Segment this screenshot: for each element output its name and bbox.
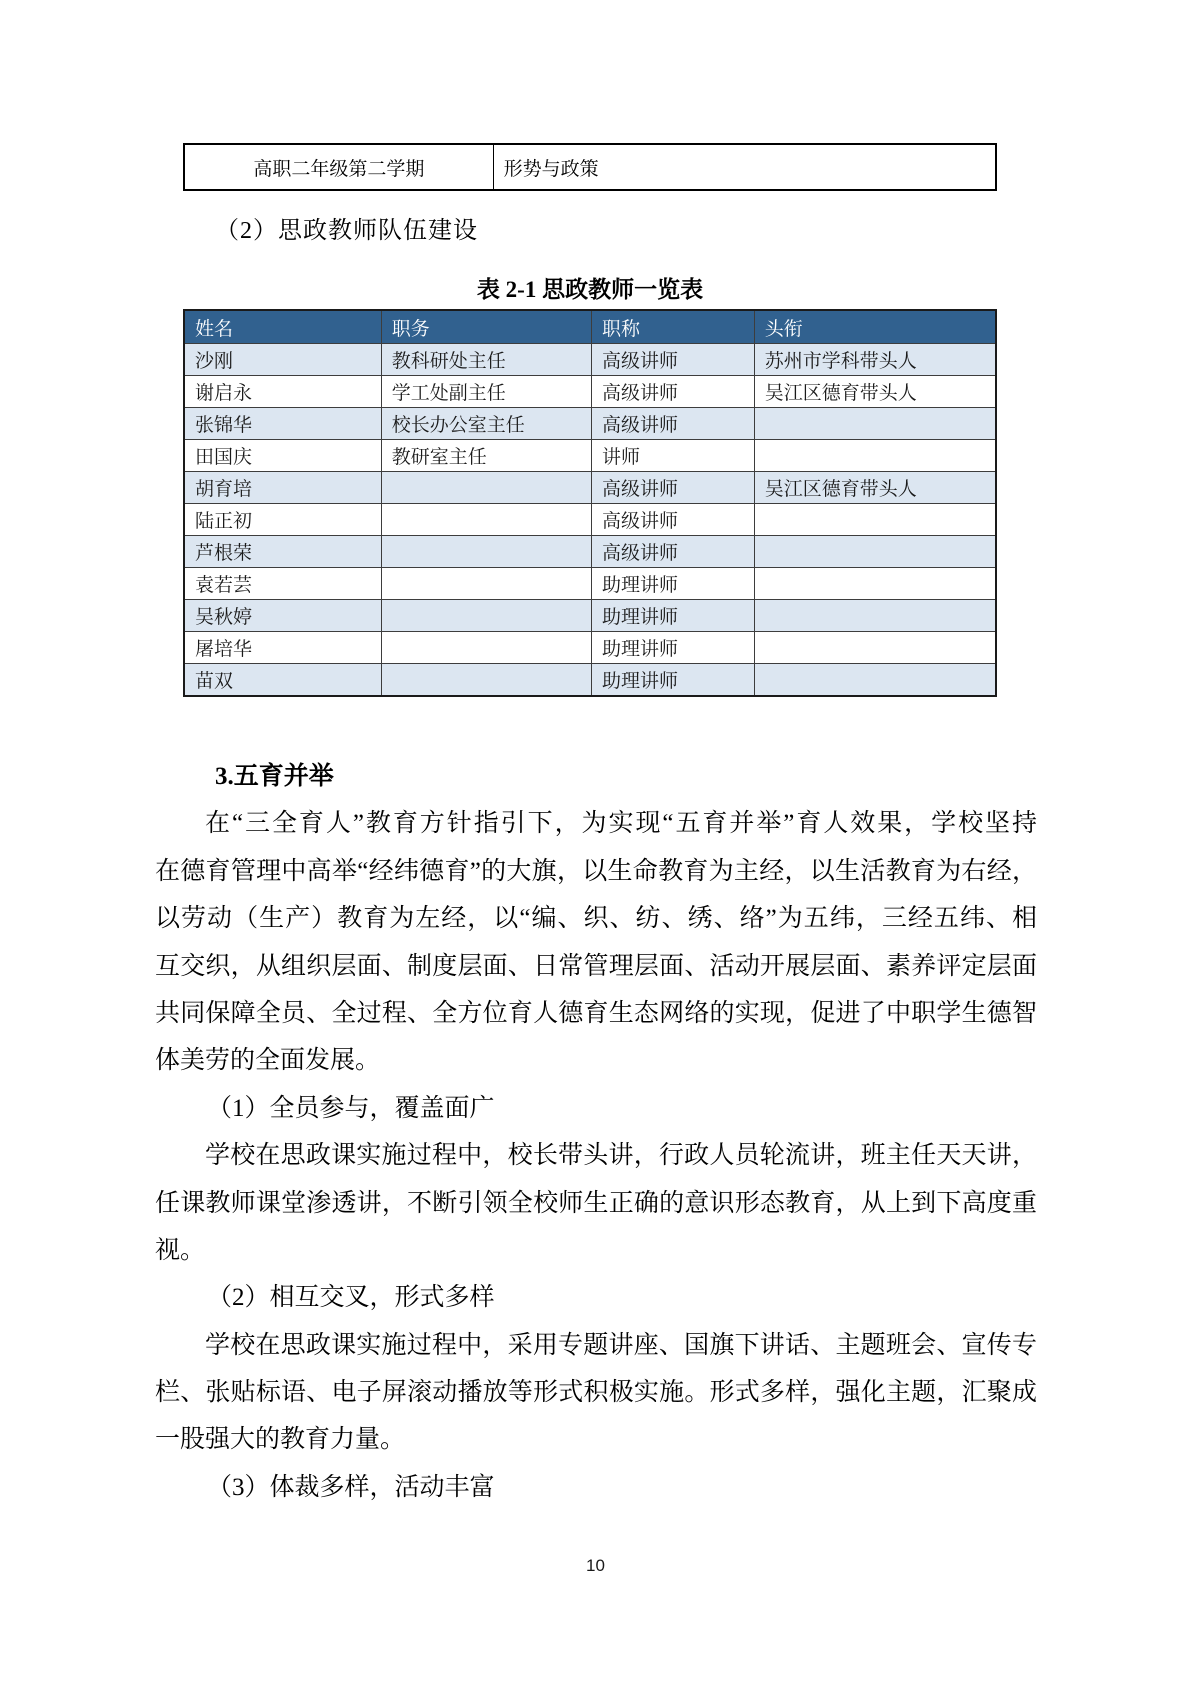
text-line: （2）相互交叉，形式多样 <box>207 1284 495 1312</box>
table-cell <box>754 600 996 632</box>
table-cell: 吴秋婷 <box>184 600 381 632</box>
table-cell <box>381 632 591 664</box>
text-line: 任课教师课堂渗透讲，不断引领全校师生正确的意识形态教育，从上到下高度重 <box>155 1189 1037 1217</box>
table-cell: 苗双 <box>184 664 381 697</box>
table-cell <box>754 536 996 568</box>
teacher-table <box>183 309 997 697</box>
table-row <box>184 440 996 472</box>
text-line: 栏、张贴标语、电子屏滚动播放等形式积极实施。形式多样，强化主题，汇聚成 <box>155 1379 1037 1407</box>
table-cell: 讲师 <box>592 440 755 472</box>
table-cell <box>381 536 591 568</box>
text-line: 互交织，从组织层面、制度层面、日常管理层面、活动开展层面、素养评定层面 <box>155 952 1037 980</box>
text-line: 学校在思政课实施过程中，采用专题讲座、国旗下讲话、主题班会、宣传专 <box>205 1331 1037 1359</box>
subsection-heading: （2）思政教师队伍建设 <box>215 218 478 244</box>
table-cell: 助理讲师 <box>592 568 755 600</box>
table-row <box>184 408 996 440</box>
column-header-rank: 职称 <box>592 310 755 344</box>
table-row <box>184 472 996 504</box>
table-cell: 高级讲师 <box>592 408 755 440</box>
table-cell: 屠培华 <box>184 632 381 664</box>
table-cell-semester: 高职二年级第二学期 <box>184 144 493 190</box>
table-cell <box>754 568 996 600</box>
table-row <box>184 376 996 408</box>
text-line: 体美劳的全面发展。 <box>155 1047 381 1075</box>
table-cell <box>381 600 591 632</box>
table-cell: 教科研处主任 <box>381 344 591 376</box>
table-header-row <box>184 310 996 344</box>
table-row <box>184 504 996 536</box>
table-row <box>184 568 996 600</box>
table-row <box>184 600 996 632</box>
table-cell: 助理讲师 <box>592 664 755 697</box>
table-cell: 芦根荣 <box>184 536 381 568</box>
table-cell: 吴江区德育带头人 <box>754 376 996 408</box>
table-cell <box>754 632 996 664</box>
table-cell: 教研室主任 <box>381 440 591 472</box>
table-cell <box>381 568 591 600</box>
table-row <box>184 536 996 568</box>
table-row <box>184 344 996 376</box>
body-text <box>155 753 1037 1511</box>
table-cell: 袁若芸 <box>184 568 381 600</box>
table-cell: 田国庆 <box>184 440 381 472</box>
table-cell <box>381 504 591 536</box>
table-cell: 高级讲师 <box>592 536 755 568</box>
table-cell <box>754 440 996 472</box>
table-cell <box>381 664 591 697</box>
table-caption: 表 2-1 思政教师一览表 <box>476 277 704 302</box>
table-cell: 学工处副主任 <box>381 376 591 408</box>
text-line: 在德育管理中高举“经纬德育”的大旗，以生命教育为主经，以生活教育为右经， <box>155 857 1037 885</box>
table-cell: 张锦华 <box>184 408 381 440</box>
table-cell-course: 形势与政策 <box>493 144 996 190</box>
table-cell: 吴江区德育带头人 <box>754 472 996 504</box>
column-header-name: 姓名 <box>184 310 381 344</box>
table-cell <box>381 472 591 504</box>
column-header-honor: 头衔 <box>754 310 996 344</box>
table-cell <box>754 664 996 697</box>
text-line: 一股强大的教育力量。 <box>155 1426 406 1454</box>
text-line: 共同保障全员、全过程、全方位育人德育生态网络的实现，促进了中职学生德智 <box>155 999 1037 1027</box>
text-line: 学校在思政课实施过程中，校长带头讲，行政人员轮流讲，班主任天天讲， <box>205 1142 1037 1170</box>
table-cell: 沙刚 <box>184 344 381 376</box>
table-cell <box>754 504 996 536</box>
continued-course-table <box>183 143 997 191</box>
text-line: 在“三全育人”教育方针指引下，为实现“五育并举”育人效果，学校坚持 <box>205 810 1037 838</box>
table-cell: 高级讲师 <box>592 472 755 504</box>
table-cell: 陆正初 <box>184 504 381 536</box>
table-row <box>184 664 996 697</box>
table-cell: 高级讲师 <box>592 504 755 536</box>
table-cell: 高级讲师 <box>592 376 755 408</box>
column-header-position: 职务 <box>381 310 591 344</box>
text-line: 视。 <box>155 1236 206 1264</box>
table-cell: 苏州市学科带头人 <box>754 344 996 376</box>
table-cell: 助理讲师 <box>592 600 755 632</box>
table-cell <box>754 408 996 440</box>
table-row <box>184 144 996 190</box>
table-cell: 助理讲师 <box>592 632 755 664</box>
page-number: 10 <box>586 1556 605 1575</box>
text-line: （3）体裁多样，活动丰富 <box>207 1473 495 1501</box>
table-row <box>184 632 996 664</box>
text-line: 以劳动（生产）教育为左经，以“编、织、纺、绣、络”为五纬，三经五纬、相 <box>155 905 1037 933</box>
table-cell: 校长办公室主任 <box>381 408 591 440</box>
table-cell: 高级讲师 <box>592 344 755 376</box>
section-heading: 3.五育并举 <box>215 763 334 790</box>
text-line: （1）全员参与，覆盖面广 <box>207 1094 495 1122</box>
table-cell: 谢启永 <box>184 376 381 408</box>
table-cell: 胡育培 <box>184 472 381 504</box>
